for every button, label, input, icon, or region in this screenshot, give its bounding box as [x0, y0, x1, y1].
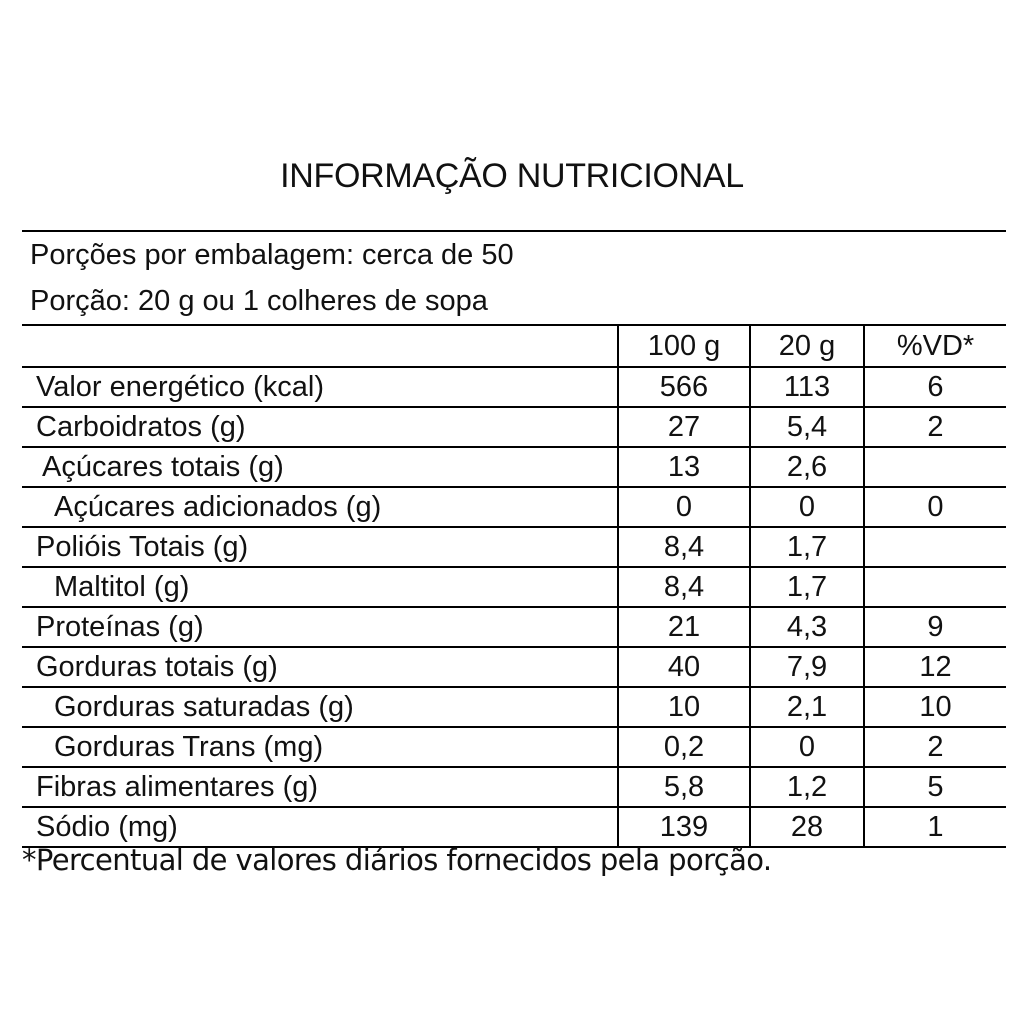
nutrient-name-cell — [22, 487, 618, 527]
value-per-100g: 139 — [618, 807, 750, 847]
footnote: *Percentual de valores diários fornecidos pela porção. — [22, 843, 772, 877]
value-daily-percent — [864, 567, 1006, 607]
value-daily-percent: 10 — [864, 687, 1006, 727]
value-per-100g: 0,2 — [618, 727, 750, 767]
nutrient-name-cell — [22, 527, 618, 567]
table-header-row — [22, 325, 1006, 367]
nutrient-name-cell — [22, 607, 618, 647]
nutrient-name-cell — [22, 367, 618, 407]
nutrient-name: Gorduras saturadas (g) — [54, 691, 354, 723]
value-per-100g: 21 — [618, 607, 750, 647]
value-per-portion: 4,3 — [750, 607, 864, 647]
value-per-portion: 2,6 — [750, 447, 864, 487]
value-per-100g: 13 — [618, 447, 750, 487]
value-daily-percent: 1 — [864, 807, 1006, 847]
table-row — [22, 727, 1006, 767]
value-daily-percent: 2 — [864, 727, 1006, 767]
header-portion: 20 g — [750, 325, 864, 367]
value-per-portion: 1,7 — [750, 527, 864, 567]
nutrient-name: Valor energético (kcal) — [36, 371, 324, 403]
value-per-100g: 5,8 — [618, 767, 750, 807]
portion-size: Porção: 20 g ou 1 colheres de sopa — [30, 285, 488, 317]
nutrient-name-cell — [22, 767, 618, 807]
table-row — [22, 767, 1006, 807]
value-daily-percent: 0 — [864, 487, 1006, 527]
nutrient-name: Maltitol (g) — [54, 571, 190, 603]
table-row — [22, 407, 1006, 447]
nutrient-name: Gorduras Trans (mg) — [54, 731, 324, 763]
value-per-portion: 1,2 — [750, 767, 864, 807]
value-per-portion: 1,7 — [750, 567, 864, 607]
nutrient-name: Polióis Totais (g) — [36, 531, 249, 563]
nutrient-name: Carboidratos (g) — [36, 411, 246, 443]
header-vd: %VD* — [864, 325, 1006, 367]
value-per-100g: 0 — [618, 487, 750, 527]
value-daily-percent: 6 — [864, 367, 1006, 407]
value-per-portion: 0 — [750, 727, 864, 767]
nutrient-name-cell — [22, 647, 618, 687]
table-row — [22, 487, 1006, 527]
value-per-100g: 10 — [618, 687, 750, 727]
table-row — [22, 647, 1006, 687]
nutrition-panel — [22, 230, 1006, 848]
nutrient-name: Sódio (mg) — [36, 811, 178, 843]
value-daily-percent: 5 — [864, 767, 1006, 807]
value-daily-percent — [864, 527, 1006, 567]
header-nutrient — [22, 325, 618, 367]
value-per-portion: 0 — [750, 487, 864, 527]
nutrition-table — [22, 324, 1006, 848]
nutrient-name: Proteínas (g) — [36, 611, 204, 643]
value-per-portion: 2,1 — [750, 687, 864, 727]
table-row — [22, 367, 1006, 407]
nutrient-name: Gorduras totais (g) — [36, 651, 278, 683]
servings-per-package: Porções por embalagem: cerca de 50 — [30, 239, 514, 271]
nutrient-name-cell — [22, 727, 618, 767]
nutrient-name: Açúcares adicionados (g) — [54, 491, 382, 523]
table-row — [22, 607, 1006, 647]
value-per-100g: 8,4 — [618, 527, 750, 567]
value-per-portion: 7,9 — [750, 647, 864, 687]
nutrient-name-cell — [22, 407, 618, 447]
header-100g: 100 g — [618, 325, 750, 367]
table-row — [22, 527, 1006, 567]
value-per-portion: 28 — [750, 807, 864, 847]
value-daily-percent — [864, 447, 1006, 487]
value-per-portion: 113 — [750, 367, 864, 407]
nutrient-name-cell — [22, 687, 618, 727]
nutrient-name: Fibras alimentares (g) — [36, 771, 319, 803]
value-daily-percent: 9 — [864, 607, 1006, 647]
value-daily-percent: 12 — [864, 647, 1006, 687]
table-row — [22, 447, 1006, 487]
nutrient-name-cell — [22, 447, 618, 487]
value-per-100g: 566 — [618, 367, 750, 407]
nutrient-name: Açúcares totais (g) — [42, 451, 284, 483]
table-row — [22, 567, 1006, 607]
value-per-portion: 5,4 — [750, 407, 864, 447]
page-title: INFORMAÇÃO NUTRICIONAL — [280, 157, 744, 195]
value-per-100g: 27 — [618, 407, 750, 447]
value-per-100g: 40 — [618, 647, 750, 687]
table-row — [22, 687, 1006, 727]
value-per-100g: 8,4 — [618, 567, 750, 607]
value-daily-percent: 2 — [864, 407, 1006, 447]
nutrient-name-cell — [22, 567, 618, 607]
nutrient-rows — [22, 367, 1006, 847]
